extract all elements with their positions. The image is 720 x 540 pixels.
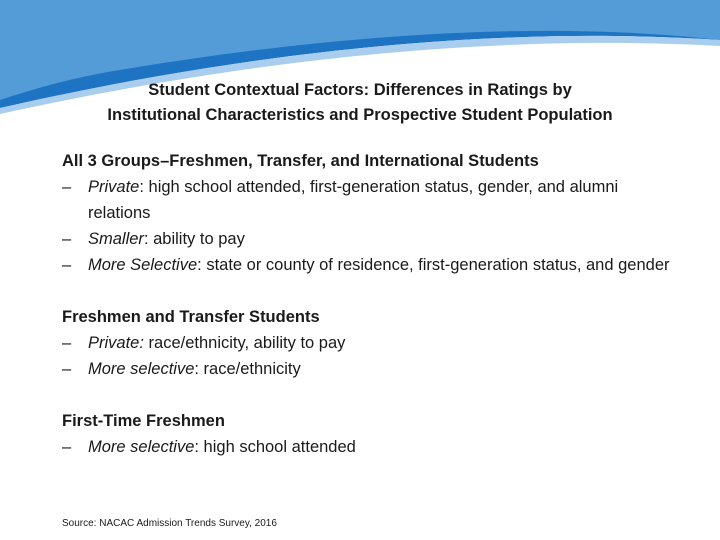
slide-title bbox=[40, 78, 680, 128]
bullet-separator: : bbox=[143, 230, 154, 248]
slide-title-line-2: Institutional Characteristics and Prospective Student Population bbox=[107, 106, 613, 124]
source-note: Source: NACAC Admission Trends Survey, 2016 bbox=[62, 518, 277, 529]
bullet-item bbox=[62, 330, 682, 356]
bullet-text: high school attended bbox=[203, 438, 356, 456]
slide-content bbox=[62, 148, 682, 486]
bullet-separator: : bbox=[194, 360, 204, 378]
bullet-dash: – bbox=[62, 438, 72, 456]
bullet-dash: – bbox=[62, 230, 72, 248]
bullet-dash: – bbox=[62, 334, 72, 352]
bullet-text: race/ethnicity, ability to pay bbox=[148, 334, 346, 352]
bullet-item bbox=[62, 252, 682, 278]
bullet-term: Smaller bbox=[88, 230, 144, 248]
bullet-separator: : bbox=[197, 256, 207, 274]
section-heading: All 3 Groups–Freshmen, Transfer, and International Students bbox=[62, 152, 539, 170]
bullet-separator: : bbox=[139, 178, 149, 196]
bullet-term: More Selective bbox=[88, 256, 198, 274]
bullet-item bbox=[62, 174, 682, 226]
bullet-text: ability to pay bbox=[153, 230, 245, 248]
section-heading: First-Time Freshmen bbox=[62, 412, 225, 430]
bullet-item bbox=[62, 226, 682, 252]
bullet-term: Private: bbox=[88, 334, 144, 352]
section-heading: Freshmen and Transfer Students bbox=[62, 308, 320, 326]
slide-title-line-1: Student Contextual Factors: Differences in Ratings by bbox=[148, 81, 572, 99]
bullet-dash: – bbox=[62, 360, 72, 378]
bullet-text: high school attended, first-generation status, gender, and alumni relations bbox=[88, 178, 619, 222]
bullet-item bbox=[62, 356, 682, 382]
section-first-time-freshmen bbox=[62, 408, 682, 460]
bullet-text: state or county of residence, first-generation status, and gender bbox=[206, 256, 670, 274]
bullet-separator: : bbox=[194, 438, 204, 456]
bullet-dash: – bbox=[62, 178, 72, 196]
bullet-term: Private bbox=[88, 178, 140, 196]
section-all-groups bbox=[62, 148, 682, 278]
bullet-term: More selective bbox=[88, 438, 195, 456]
bullet-text: race/ethnicity bbox=[203, 360, 301, 378]
bullet-term: More selective bbox=[88, 360, 195, 378]
bullet-dash: – bbox=[62, 256, 72, 274]
section-freshmen-transfer bbox=[62, 304, 682, 382]
bullet-item bbox=[62, 434, 682, 460]
